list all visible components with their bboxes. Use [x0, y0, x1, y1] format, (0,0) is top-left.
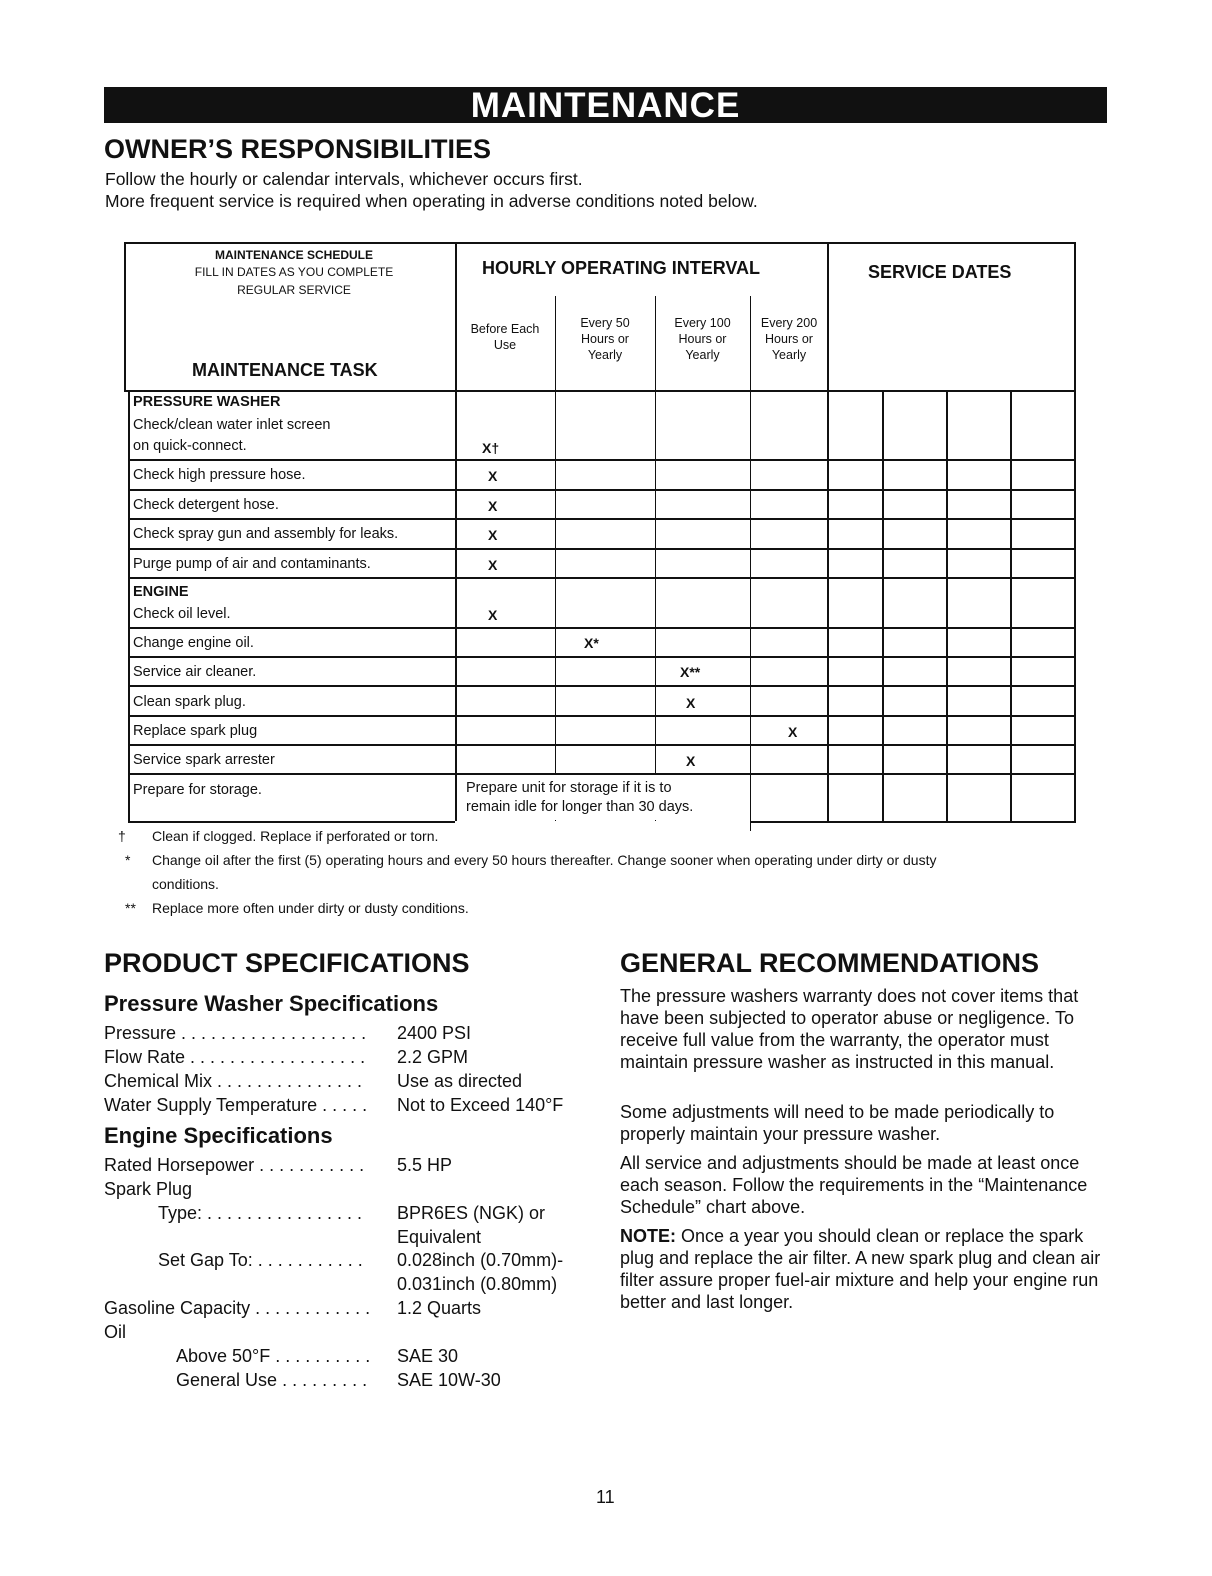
footnote-text: Clean if clogged. Replace if perforated or torn.	[152, 828, 439, 844]
spec-label: Water Supply Temperature . . . . .	[104, 1095, 368, 1115]
footnote-text-cont: conditions.	[152, 876, 219, 892]
spec-value: Not to Exceed 140°F	[397, 1095, 564, 1115]
task-label: Purge pump of air and contaminants.	[133, 556, 371, 572]
maintenance-task-header: MAINTENANCE TASK	[192, 360, 378, 380]
spec-label: Pressure . . . . . . . . . . . . . . . . . . .	[104, 1023, 367, 1043]
task-mark: X*	[584, 635, 599, 651]
spec-label: General Use . . . . . . . . .	[176, 1370, 368, 1390]
task-mark: X	[488, 607, 498, 623]
interval-every-200: Every 200 Hours or Yearly	[760, 316, 818, 362]
schedule-head-3: REGULAR SERVICE	[237, 283, 351, 297]
task-label-cont: on quick-connect.	[133, 438, 247, 454]
footnote-symbol: †	[118, 828, 126, 844]
spec-value-cont: Equivalent	[397, 1227, 482, 1247]
spec-label: Gasoline Capacity . . . . . . . . . . . .	[104, 1298, 371, 1318]
task-label: Prepare for storage.	[133, 782, 262, 798]
recommendation-paragraph: The pressure washers warranty does not cover items that have been subjected to operator abuse or negligence. To receive full value from the warranty, the operator must maintain pressure washer as instructed in this manual.	[620, 986, 1079, 1072]
spec-value: 5.5 HP	[397, 1155, 453, 1175]
spec-value: SAE 10W-30	[397, 1370, 501, 1390]
task-mark: X	[488, 468, 498, 484]
task-label: Check high pressure hose.	[133, 467, 306, 483]
schedule-head-1: MAINTENANCE SCHEDULE	[214, 248, 373, 262]
hourly-interval-header: HOURLY OPERATING INTERVAL	[482, 258, 761, 278]
note-text: Once a year you should clean or replace the spark plug and replace the air filter. A new spark plug and clean air filter assure proper fuel-air mixture and help your engine run better and last longer.	[620, 1226, 1101, 1312]
spec-label: Type: . . . . . . . . . . . . . . . .	[158, 1203, 363, 1223]
service-dates-header: SERVICE DATES	[868, 262, 1012, 282]
footnote-symbol: **	[125, 900, 136, 916]
spec-value: SAE 30	[397, 1346, 459, 1366]
task-label: Service spark arrester	[133, 752, 275, 768]
interval-every-100: Every 100 Hours or Yearly	[674, 316, 731, 362]
owners-responsibilities-title: OWNER’S RESPONSIBILITIES	[104, 134, 492, 164]
storage-note-2: remain idle for longer than 30 days.	[466, 799, 694, 815]
task-label: Check oil level.	[133, 606, 231, 622]
recommendation-paragraph: Some adjustments will need to be made periodically to properly maintain your pressure washer.	[620, 1102, 1055, 1144]
product-specifications-title: PRODUCT SPECIFICATIONS	[104, 948, 470, 978]
section-pressure-washer: PRESSURE WASHER	[133, 394, 281, 410]
pressure-washer-specs-title: Pressure Washer Specifications	[104, 991, 439, 1016]
intro-line-1: Follow the hourly or calendar intervals, whichever occurs first.	[105, 169, 583, 189]
spec-label: Flow Rate . . . . . . . . . . . . . . . . . .	[104, 1047, 366, 1067]
spec-label: Oil	[104, 1322, 126, 1342]
task-mark: X	[788, 724, 798, 740]
spec-label: Set Gap To: . . . . . . . . . . .	[158, 1250, 363, 1270]
spec-value: 2400 PSI	[397, 1023, 472, 1043]
task-label: Change engine oil.	[133, 635, 254, 651]
note-label: NOTE:	[620, 1226, 676, 1246]
section-engine: ENGINE	[133, 584, 189, 600]
recommendation-note	[620, 1225, 1120, 1313]
spec-label: Spark Plug	[104, 1179, 193, 1199]
interval-before-each-use: Before Each Use	[470, 322, 540, 352]
task-label: Check spray gun and assembly for leaks.	[133, 526, 399, 542]
maintenance-banner: MAINTENANCE	[104, 87, 1107, 123]
footnote-symbol: *	[125, 852, 131, 868]
spec-value: 2.2 GPM	[397, 1047, 469, 1067]
spec-value: BPR6ES (NGK) or	[397, 1203, 546, 1223]
spec-label: Above 50°F . . . . . . . . . .	[176, 1346, 371, 1366]
task-mark: X	[488, 498, 498, 514]
footnote-text: Replace more often under dirty or dusty conditions.	[152, 900, 469, 916]
storage-note-1: Prepare unit for storage if it is to	[466, 780, 672, 796]
task-mark: X†	[482, 440, 500, 456]
page-number: 11	[596, 1487, 615, 1507]
maintenance-schedule-table	[124, 242, 1076, 823]
spec-value: Use as directed	[397, 1071, 523, 1091]
schedule-head-2: FILL IN DATES AS YOU COMPLETE	[194, 265, 394, 279]
task-mark: X**	[680, 664, 701, 680]
spec-value: 1.2 Quarts	[397, 1298, 482, 1318]
spec-label: Chemical Mix . . . . . . . . . . . . . . .	[104, 1071, 363, 1091]
task-label: Clean spark plug.	[133, 694, 246, 710]
task-mark: X	[488, 557, 498, 573]
task-mark: X	[488, 527, 498, 543]
task-label: Service air cleaner.	[133, 664, 257, 680]
spec-value-cont: 0.031inch (0.80mm)	[397, 1274, 558, 1294]
task-label: Replace spark plug	[133, 723, 258, 739]
task-mark: X	[686, 753, 696, 769]
owners-intro	[105, 168, 758, 212]
spec-value: 0.028inch (0.70mm)-	[397, 1250, 564, 1270]
task-label: Check/clean water inlet screen	[133, 417, 331, 433]
recommendation-paragraph: All service and adjustments should be made at least once each season. Follow the requirements in the “Maintenance Schedule” chart above.	[620, 1153, 1088, 1217]
spec-label: Rated Horsepower . . . . . . . . . . .	[104, 1155, 365, 1175]
interval-every-50: Every 50 Hours or Yearly	[580, 316, 630, 362]
footnote-text: Change oil after the first (5) operating hours and every 50 hours thereafter. Change sooner when operating under dirty or dusty	[152, 852, 937, 868]
task-label: Check detergent hose.	[133, 497, 279, 513]
task-mark: X	[686, 695, 696, 711]
engine-specs-title: Engine Specifications	[104, 1123, 333, 1148]
general-recommendations-title: GENERAL RECOMMENDATIONS	[620, 948, 1040, 978]
intro-line-2: More frequent service is required when operating in adverse conditions noted below.	[105, 191, 758, 211]
